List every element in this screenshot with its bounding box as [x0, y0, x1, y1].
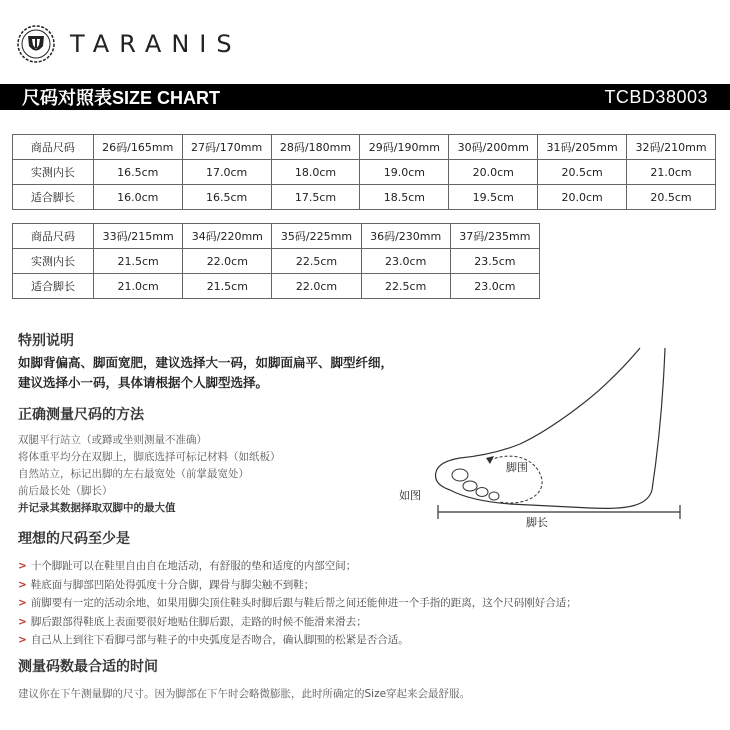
foot-diagram	[390, 340, 690, 530]
ideal-item: > 脚后跟部得鞋底上表面要很好地贴住脚后跟，走路的时候不能滑来滑去；	[18, 615, 367, 628]
size-cell: 28码/180mm	[271, 135, 360, 160]
size-chart-title: 尺码对照表SIZE CHART	[22, 88, 220, 108]
special-note-line: 如脚背偏高、脚面宽肥，建议选择大一码，如脚面扁平、脚型纤细，	[18, 355, 394, 370]
foot-outline	[436, 348, 665, 508]
measure-step-bold: 并记录其数据择取双脚中的最大值	[18, 502, 176, 514]
ideal-size-title: 理想的尺码至少是	[18, 531, 130, 547]
chevron-right-icon: >	[18, 597, 27, 609]
foot-length-cell: 22.0cm	[272, 274, 361, 299]
row-header: 适合脚长	[13, 185, 94, 210]
inner-length-cell: 22.5cm	[272, 249, 361, 274]
best-time-title: 测量码数最合适的时间	[18, 659, 158, 675]
size-table-1	[12, 134, 716, 210]
measure-step: 双腿平行站立（或蹲或坐则测量不准确）	[18, 434, 207, 446]
table-row	[13, 135, 716, 160]
shield-helmet-logo-icon	[16, 24, 56, 64]
row-header: 实测内长	[13, 160, 94, 185]
inner-length-cell: 20.0cm	[449, 160, 538, 185]
foot-length-cell: 22.5cm	[361, 274, 450, 299]
foot-length-cell: 16.5cm	[182, 185, 271, 210]
foot-length-cell: 23.0cm	[450, 274, 539, 299]
chevron-right-icon: >	[18, 634, 27, 646]
chevron-right-icon: >	[18, 615, 27, 628]
special-notes-title: 特别说明	[18, 333, 74, 349]
inner-length-cell: 21.0cm	[627, 160, 716, 185]
inner-length-cell: 21.5cm	[94, 249, 183, 274]
size-table-2	[12, 223, 540, 299]
measure-step: 将体重平均分在双脚上，脚底选择可标记材料（如纸板）	[18, 451, 281, 463]
inner-length-cell: 19.0cm	[360, 160, 449, 185]
toe	[489, 492, 499, 500]
title-bar	[0, 84, 730, 110]
foot-length-cell: 20.5cm	[627, 185, 716, 210]
best-time-text: 建议你在下午测量脚的尺寸。因为脚部在下午时会略微膨胀，此时所确定的Size穿起来会最舒服。	[18, 688, 471, 700]
table-row	[13, 160, 716, 185]
measure-step: 前后最长处（脚长）	[18, 485, 113, 497]
measure-method-title: 正确测量尺码的方法	[18, 407, 144, 423]
toe-big	[452, 469, 468, 481]
special-notes-section	[18, 330, 393, 393]
measure-step: 自然站立，标记出脚的左右最宽处（前掌最宽处）	[18, 468, 249, 480]
row-header: 商品尺码	[13, 135, 94, 160]
table-row	[13, 249, 540, 274]
inner-length-cell: 16.5cm	[93, 160, 182, 185]
toe	[476, 488, 488, 497]
table-row	[13, 185, 716, 210]
row-header: 实测内长	[13, 249, 94, 274]
size-cell: 35码/225mm	[272, 224, 361, 249]
inner-length-cell: 17.0cm	[182, 160, 271, 185]
ideal-item: > 前脚要有一定的活动余地，如果用脚尖顶住鞋头时脚后跟与鞋后帮之间还能伸进一个手指的距离，这个尺码刚好合适；	[18, 597, 577, 609]
foot-length-cell: 16.0cm	[93, 185, 182, 210]
figure-label: 如图	[399, 489, 421, 502]
size-cell: 30码/200mm	[449, 135, 538, 160]
brand-logo	[16, 24, 242, 64]
foot-length-cell: 17.5cm	[271, 185, 360, 210]
foot-length-cell: 20.0cm	[538, 185, 627, 210]
size-cell: 32码/210mm	[627, 135, 716, 160]
ideal-item: > 自己从上到往下看脚弓部与鞋子的中央弧度是否吻合，确认脚围的松紧是否合适。	[18, 634, 409, 646]
foot-length-cell: 18.5cm	[360, 185, 449, 210]
ideal-item: > 十个脚趾可以在鞋里自由自在地活动，有舒服的垫和适度的内部空间；	[18, 560, 357, 572]
measure-method-section	[18, 404, 281, 517]
ideal-item: > 鞋底面与脚部凹陷处得弧度十分合脚，踝骨与脚尖触不到鞋；	[18, 578, 315, 591]
inner-length-cell: 22.0cm	[183, 249, 272, 274]
size-cell: 31码/205mm	[538, 135, 627, 160]
size-cell: 37码/235mm	[450, 224, 539, 249]
best-time-section	[18, 656, 470, 703]
model-number: TCBD38003	[604, 86, 708, 107]
size-cell: 36码/230mm	[361, 224, 450, 249]
brand-name: TARANIS	[70, 30, 242, 58]
size-cell: 34码/220mm	[183, 224, 272, 249]
size-cell: 26码/165mm	[93, 135, 182, 160]
foot-length-cell: 19.5cm	[449, 185, 538, 210]
foot-length-cell: 21.0cm	[94, 274, 183, 299]
size-cell: 27码/170mm	[182, 135, 271, 160]
toe	[463, 481, 477, 491]
chevron-right-icon: >	[18, 560, 27, 572]
size-cell: 29码/190mm	[360, 135, 449, 160]
table-row	[13, 274, 540, 299]
special-note-line: 建议选择小一码，具体请根据个人脚型选择。	[18, 375, 269, 390]
girth-label: 脚围	[506, 461, 528, 474]
inner-length-cell: 23.0cm	[361, 249, 450, 274]
chevron-right-icon: >	[18, 578, 27, 591]
foot-length-cell: 21.5cm	[183, 274, 272, 299]
inner-length-cell: 18.0cm	[271, 160, 360, 185]
girth-arrow-icon	[486, 456, 494, 464]
inner-length-cell: 23.5cm	[450, 249, 539, 274]
length-label: 脚长	[526, 516, 548, 529]
ideal-size-section	[18, 528, 577, 650]
row-header: 适合脚长	[13, 274, 94, 299]
inner-length-cell: 20.5cm	[538, 160, 627, 185]
row-header: 商品尺码	[13, 224, 94, 249]
table-row	[13, 224, 540, 249]
size-cell: 33码/215mm	[94, 224, 183, 249]
